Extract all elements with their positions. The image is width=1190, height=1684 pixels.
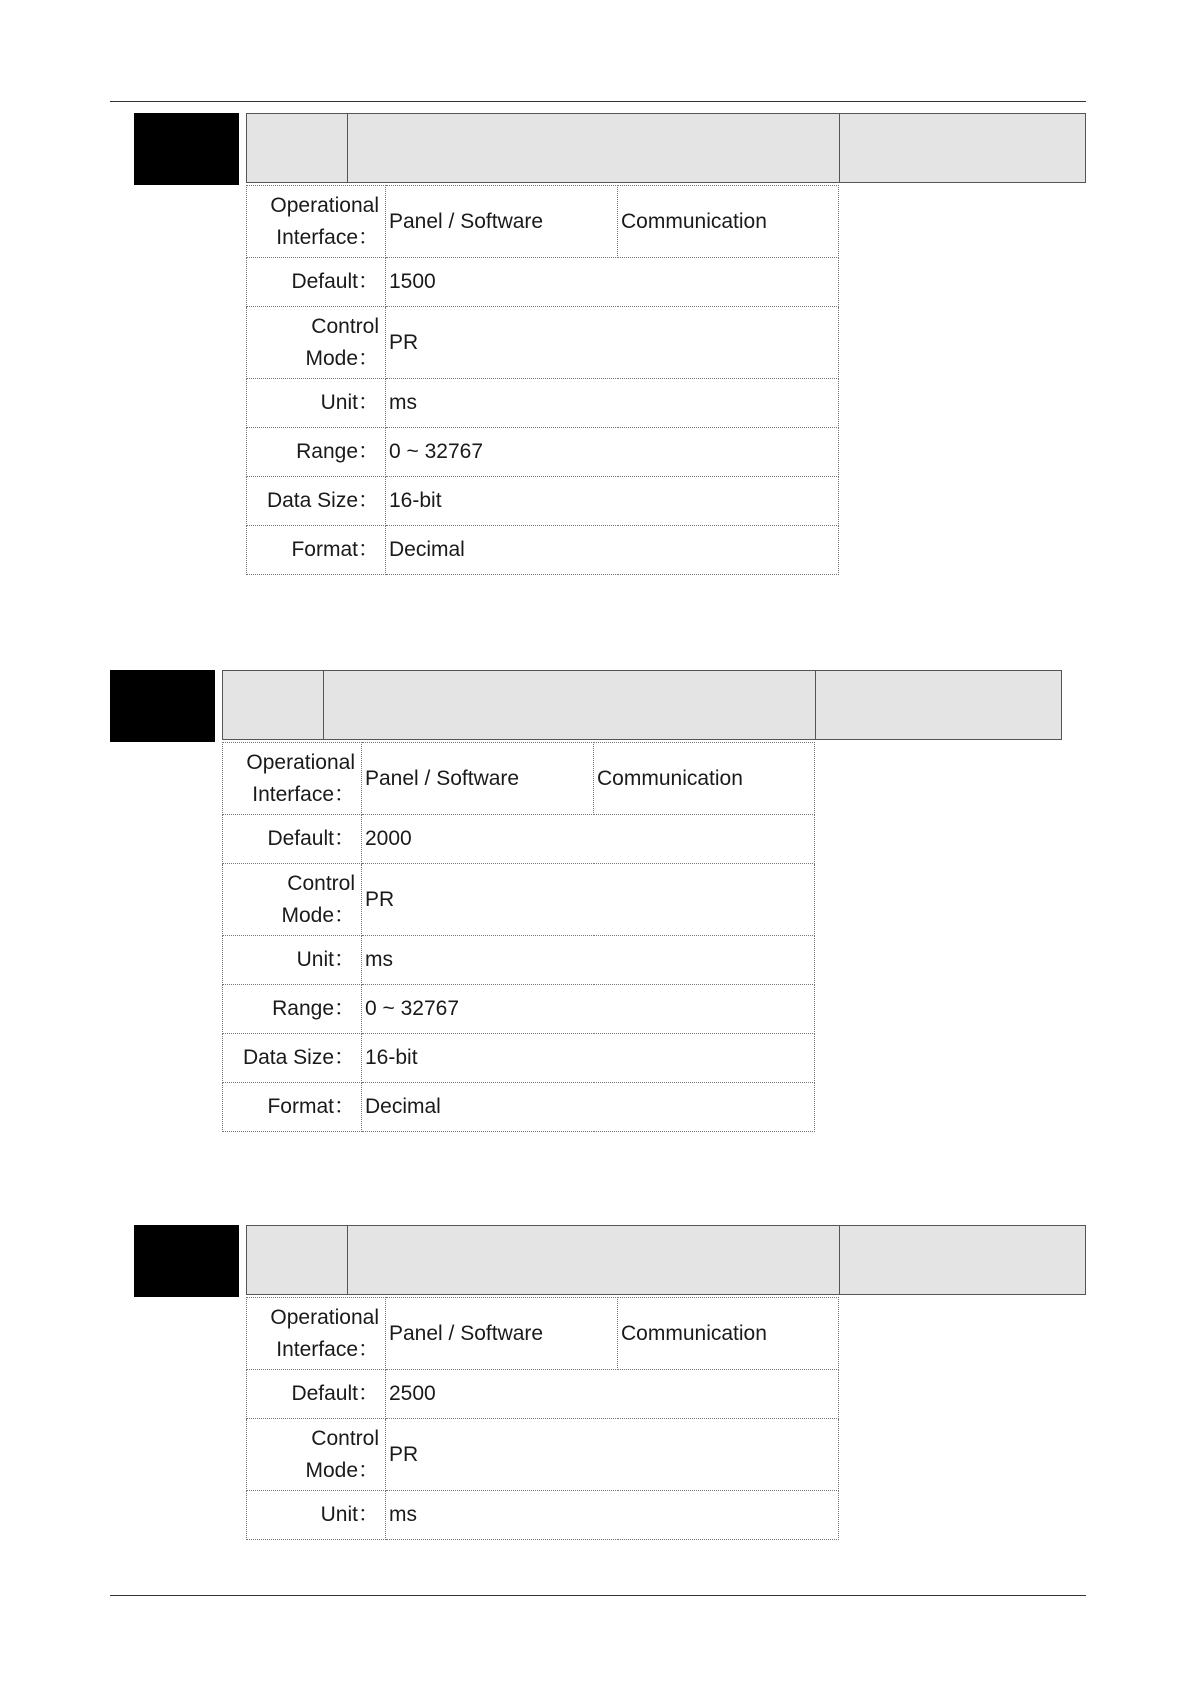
data-size-value: 16-bit (386, 477, 839, 526)
header-cell-code (247, 114, 348, 182)
parameter-header (246, 1225, 1086, 1295)
communication-cell: Communication (618, 1298, 839, 1370)
control-mode-label: Control Mode： (247, 307, 386, 379)
default-value: 1500 (386, 258, 839, 307)
row-operational-interface (247, 1298, 839, 1370)
parameter-table (222, 742, 815, 1132)
control-mode-value: PR (386, 1419, 839, 1491)
operational-interface-label: Operational Interface： (247, 186, 386, 258)
page-top-rule (110, 101, 1086, 102)
row-data-size (247, 477, 839, 526)
row-unit (247, 1491, 839, 1540)
row-format (223, 1083, 815, 1132)
format-label: Format： (223, 1083, 362, 1132)
parameter-code-badge (134, 113, 239, 185)
data-size-value: 16-bit (362, 1034, 815, 1083)
default-label: Default： (247, 1370, 386, 1419)
unit-value: ms (362, 936, 815, 985)
row-range (247, 428, 839, 477)
format-value: Decimal (386, 526, 839, 575)
row-control-mode (247, 1419, 839, 1491)
operational-interface-label: Operational Interface： (247, 1298, 386, 1370)
header-cell-name (348, 114, 840, 182)
row-range (223, 985, 815, 1034)
parameter-table (246, 1297, 839, 1540)
row-operational-interface (247, 186, 839, 258)
row-format (247, 526, 839, 575)
unit-label: Unit： (223, 936, 362, 985)
page-bottom-rule (110, 1595, 1086, 1596)
row-data-size (223, 1034, 815, 1083)
control-mode-label: Control Mode： (247, 1419, 386, 1491)
header-cell-code (223, 671, 324, 739)
parameter-header (222, 670, 1062, 740)
default-value: 2000 (362, 815, 815, 864)
header-cell-address (816, 671, 1061, 739)
format-value: Decimal (362, 1083, 815, 1132)
range-label: Range： (223, 985, 362, 1034)
operational-interface-label: Operational Interface： (223, 743, 362, 815)
range-label: Range： (247, 428, 386, 477)
parameter-code-badge (134, 1225, 239, 1297)
communication-cell: Communication (594, 743, 815, 815)
row-unit (223, 936, 815, 985)
data-size-label: Data Size： (223, 1034, 362, 1083)
row-unit (247, 379, 839, 428)
control-mode-value: PR (386, 307, 839, 379)
row-operational-interface (223, 743, 815, 815)
header-cell-code (247, 1226, 348, 1294)
parameter-code-badge (110, 670, 215, 742)
header-cell-name (348, 1226, 840, 1294)
data-size-label: Data Size： (247, 477, 386, 526)
row-default (247, 1370, 839, 1419)
unit-label: Unit： (247, 379, 386, 428)
range-value: 0 ~ 32767 (362, 985, 815, 1034)
parameter-header (246, 113, 1086, 183)
header-cell-name (324, 671, 816, 739)
default-value: 2500 (386, 1370, 839, 1419)
control-mode-label: Control Mode： (223, 864, 362, 936)
unit-value: ms (386, 379, 839, 428)
row-control-mode (223, 864, 815, 936)
panel-software-cell: Panel / Software (362, 743, 594, 815)
default-label: Default： (247, 258, 386, 307)
header-cell-address (840, 1226, 1085, 1294)
control-mode-value: PR (362, 864, 815, 936)
format-label: Format： (247, 526, 386, 575)
panel-software-cell: Panel / Software (386, 1298, 618, 1370)
unit-label: Unit： (247, 1491, 386, 1540)
row-control-mode (247, 307, 839, 379)
parameter-table (246, 185, 839, 575)
unit-value: ms (386, 1491, 839, 1540)
header-cell-address (840, 114, 1085, 182)
row-default (223, 815, 815, 864)
range-value: 0 ~ 32767 (386, 428, 839, 477)
row-default (247, 258, 839, 307)
default-label: Default： (223, 815, 362, 864)
panel-software-cell: Panel / Software (386, 186, 618, 258)
communication-cell: Communication (618, 186, 839, 258)
